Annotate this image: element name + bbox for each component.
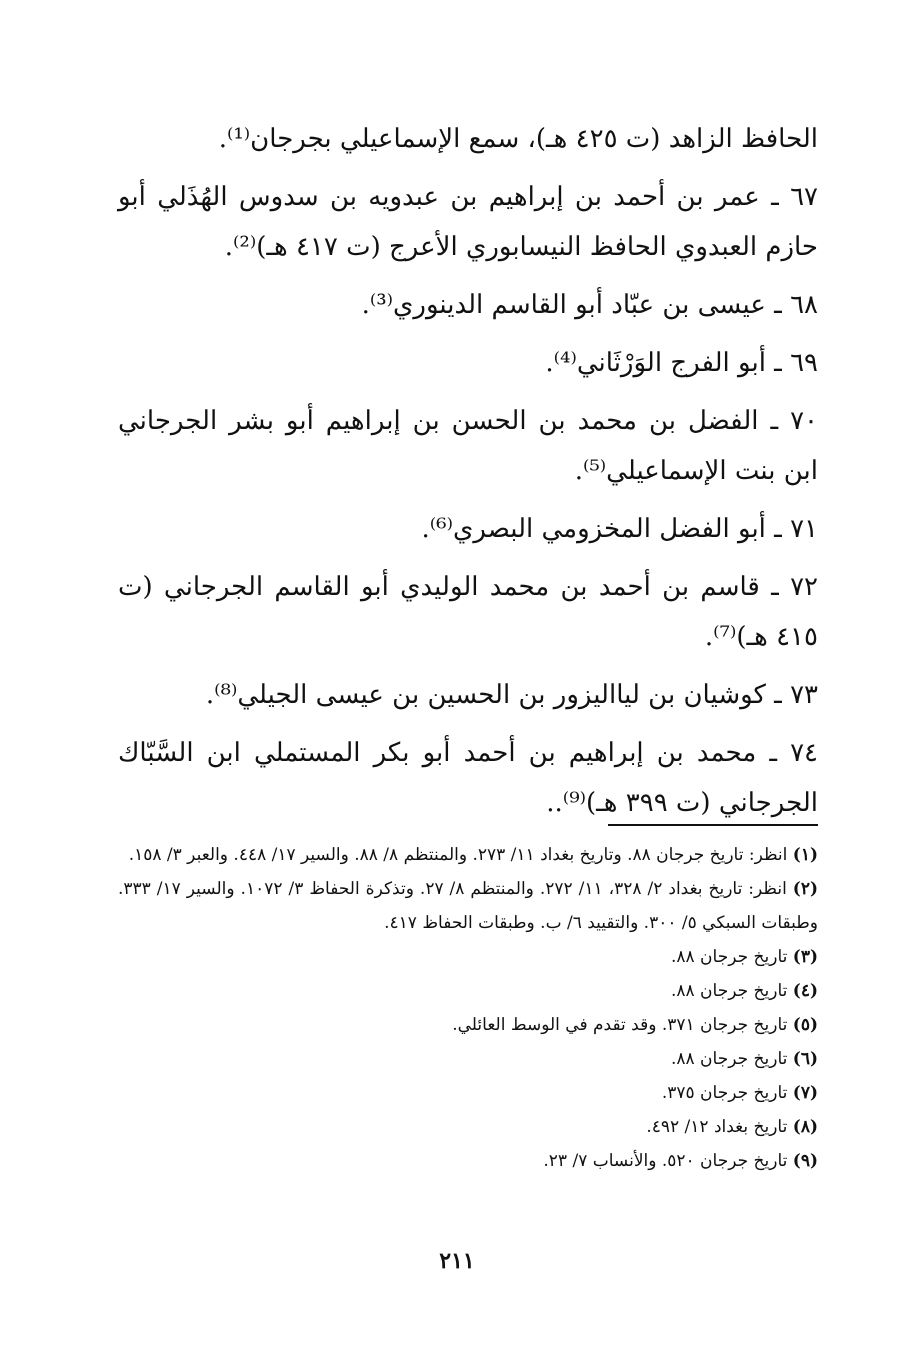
entry-70: ٧٠ ـ الفضل بن محمد بن الحسن بن إبراهيم أبو بشر الجرجاني ابن بنت الإسماعيلي⁽⁵⁾. [118, 406, 818, 486]
entry-68: ٦٨ ـ عيسى بن عبّاد أبو القاسم الدينوري⁽³⁾. [361, 290, 818, 320]
entry-72: ٧٢ ـ قاسم بن أحمد بن محمد الوليدي أبو القاسم الجرجاني (ت ٤١٥ هـ)⁽⁷⁾. [118, 572, 818, 652]
footnote-number: (٢) [792, 879, 819, 899]
footnote-8 [118, 1110, 818, 1144]
footnote-number: (٦) [792, 1049, 818, 1069]
entry-71: ٧١ ـ أبو الفضل المخزومي البصري⁽⁶⁾. [421, 514, 818, 544]
footnote-4 [118, 974, 818, 1008]
page-number: ٢١١ [439, 1248, 475, 1274]
footnote-text: تاريخ جرجان ٣٧٥. [661, 1083, 788, 1103]
entry-67: ٦٧ ـ عمر بن أحمد بن إبراهيم بن عبدويه بن سدوس الهُذَلي أبو حازم العبدوي الحافظ النيسابوري الأعرج (ت ٤١٧ هـ)⁽²⁾. [118, 182, 818, 262]
footnote-text: تاريخ بغداد ١٢/ ٤٩٢. [646, 1117, 788, 1137]
footnote-number: (٥) [792, 1015, 818, 1035]
footnote-number: (٣) [792, 947, 818, 967]
footnote-6 [118, 1042, 818, 1076]
footnote-text: انظر: تاريخ بغداد ٢/ ٣٢٨، ١١/ ٢٧٢. والمنتظم ٨/ ٢٧. وتذكرة الحفاظ ٣/ ١٠٧٢. والسير ١٧/ ٣٣٣. وطبقات السبكي ٥/ ٣٠٠. والتقييد ٦/ ب. وطبقات الحفاظ ٤١٧. [118, 879, 818, 933]
footnote-7 [118, 1076, 818, 1110]
footnote-text: تاريخ جرجان ٨٨. [670, 981, 788, 1001]
footnote-number: (٤) [792, 981, 818, 1001]
footnote-text: تاريخ جرجان ٥٢٠. والأنساب ٧/ ٢٣. [543, 1151, 788, 1171]
footnote-number: (٨) [792, 1117, 818, 1137]
entry-74: ٧٤ ـ محمد بن إبراهيم بن أحمد أبو بكر المستملي ابن السَّبّاك الجرجاني (ت ٣٩٩ هـ)⁽⁹⁾.. [118, 738, 818, 818]
footnote-9 [118, 1144, 818, 1178]
entry-73: ٧٣ ـ كوشيان بن ليااليزور بن الحسين بن عيسى الجيلي⁽⁸⁾. [205, 680, 818, 710]
footnote-2 [118, 872, 818, 940]
footnotes [118, 838, 818, 1178]
footnote-divider [608, 824, 818, 826]
footnote-number: (٧) [792, 1083, 818, 1103]
paragraph-continuation: الحافظ الزاهد (ت ٤٢٥ هـ)، سمع الإسماعيلي بجرجان⁽¹⁾. [218, 124, 818, 154]
footnote-text: تاريخ جرجان ٣٧١. وقد تقدم في الوسط العائلي. [452, 1015, 788, 1035]
footnote-number: (١) [792, 845, 818, 865]
footnote-number: (٩) [792, 1151, 818, 1171]
main-text [118, 114, 818, 836]
footnote-1 [118, 838, 818, 872]
footnote-text: تاريخ جرجان ٨٨. [670, 947, 788, 967]
footnote-text: تاريخ جرجان ٨٨. [670, 1049, 788, 1069]
footnote-text: انظر: تاريخ جرجان ٨٨. وتاريخ بغداد ١١/ ٢٧٣. والمنتظم ٨/ ٨٨. والسير ١٧/ ٤٤٨. والعبر ٣/ ١٥٨. [128, 845, 788, 865]
footnote-3 [118, 940, 818, 974]
entry-69: ٦٩ ـ أبو الفرج الوَرْثَاني⁽⁴⁾. [545, 348, 818, 378]
footnote-5 [118, 1008, 818, 1042]
